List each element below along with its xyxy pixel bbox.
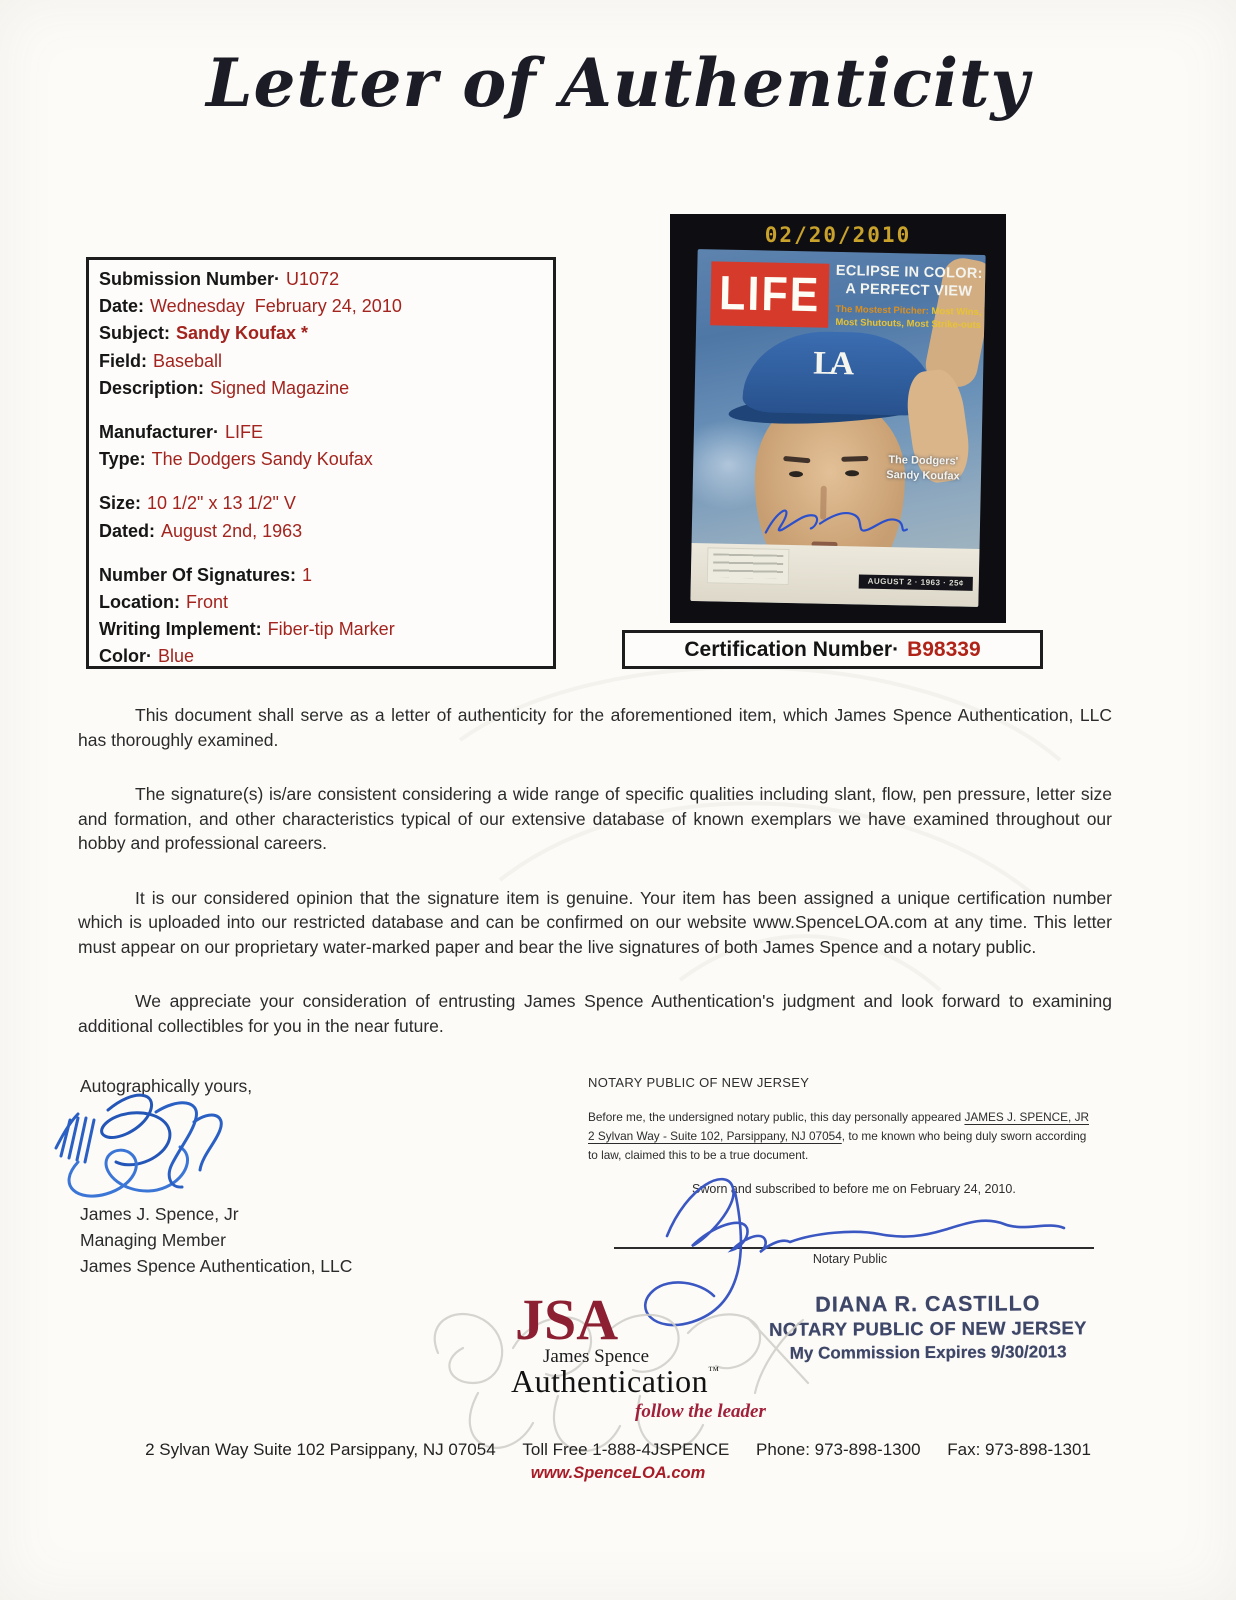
info-label: Description:: [99, 377, 205, 398]
sworn-statement: Sworn and subscribed to before me on February 24, 2010.: [692, 1182, 1016, 1196]
footer-street: 2 Sylvan Way Suite 102 Parsippany, NJ 07054: [145, 1440, 496, 1459]
info-label: Dated:: [99, 520, 156, 541]
info-row: [99, 320, 553, 347]
life-magazine-cover: [690, 249, 985, 607]
footer-fax: Fax: 973-898-1301: [947, 1440, 1091, 1459]
cover-subheadline: [832, 304, 984, 332]
info-label: Writing Implement:: [99, 619, 262, 640]
issue-date-bar: AUGUST 2 · 1963 · 25¢: [859, 574, 973, 590]
photo-date-stamp: 02/20/2010: [764, 223, 912, 247]
info-value: 10 1/2" x 13 1/2" V: [147, 493, 296, 514]
trademark-symbol: ™: [708, 1365, 720, 1377]
cover-headline: [835, 262, 984, 301]
info-row: [99, 518, 553, 545]
life-masthead-text: LIFE: [718, 266, 821, 322]
life-masthead: [710, 261, 829, 327]
brow: [783, 456, 810, 463]
certification-label: Certification Number·: [684, 637, 900, 661]
caption-line1: The Dodgers': [888, 454, 959, 468]
footer-phone: Phone: 973-898-1300: [756, 1440, 921, 1459]
info-row: [99, 643, 553, 670]
submission-info-box: [86, 257, 556, 669]
stamp-title: NOTARY PUBLIC OF NEW JERSEY: [769, 1317, 1087, 1340]
notary-statement: [588, 1108, 1093, 1165]
koufax-autograph-signature: [757, 492, 918, 550]
body-paragraph: This document shall serve as a letter of authenticity for the aforementioned item, which James Spence Authentication, LLC has thoroughly examined.: [78, 705, 1112, 750]
caption-line2: Sandy Koufax: [886, 469, 960, 483]
jsa-wordmark-text: Authentication: [511, 1363, 709, 1399]
info-label: Color·: [99, 646, 152, 667]
info-label: Field:: [99, 350, 147, 371]
info-label: Date:: [99, 296, 145, 317]
info-value: Blue: [158, 646, 195, 667]
headline-line2: A PERFECT VIEW: [845, 281, 973, 300]
signer-title: Managing Member: [80, 1230, 226, 1250]
footer-tollfree: Toll Free 1-888-4JSPENCE: [522, 1440, 730, 1459]
subhead-rest: Most Wins,: [928, 305, 982, 318]
notary-intro: Before me, the undersigned notary public, this day personally appeared: [588, 1110, 965, 1124]
info-value: Sandy Koufax *: [176, 323, 309, 344]
eye: [789, 471, 803, 477]
page-title: Letter of Authenticity: [206, 44, 1030, 122]
info-value: LIFE: [225, 422, 264, 443]
info-row: [99, 562, 553, 589]
item-photo-frame: [670, 214, 1006, 623]
info-value: 1: [302, 564, 313, 585]
notary-appeared-name: JAMES J. SPENCE, JR 2 Sylvan Way - Suite 102, Parsippany, NJ 07054: [588, 1110, 1089, 1143]
body-paragraph: The signature(s) is/are consistent considering a wide range of specific qualities including slant, flow, pen pressure, letter size and formation, and other characteristics typical of our extensive database of known exemplars we have examined throughout our hobby and professional careers.: [78, 784, 1112, 853]
info-row: [99, 490, 553, 517]
info-label: Size:: [99, 493, 142, 514]
jsa-tagline: follow the leader: [635, 1401, 766, 1422]
headline-line1: ECLIPSE IN COLOR:: [835, 262, 983, 282]
signoff-salutation: Autographically yours,: [80, 1076, 253, 1096]
signer-block: [80, 1201, 352, 1279]
jsa-authentication-wordmark: [511, 1363, 719, 1400]
mailing-label: [707, 547, 790, 585]
stamp-expiry: My Commission Expires 9/30/2013: [789, 1342, 1067, 1363]
info-value: U1072: [286, 269, 340, 289]
certification-box: [622, 630, 1043, 669]
subhead-highlight: The Mostest Pitcher:: [835, 303, 929, 317]
footer-address: [0, 1440, 1236, 1460]
info-value: Baseball: [153, 350, 223, 371]
info-value: Signed Magazine: [210, 377, 350, 398]
certification-number: B98339: [907, 637, 981, 661]
notary-outro: , to me known who being duly sworn according to law, claimed this to be a true document.: [588, 1129, 1087, 1162]
signer-name: James J. Spence, Jr: [80, 1204, 239, 1224]
info-value: Fiber-tip Marker: [267, 619, 395, 640]
info-label: Type:: [99, 449, 146, 470]
notary-signature-line: [614, 1247, 1094, 1249]
body-paragraph: We appreciate your consideration of entrusting James Spence Authentication's judgment and look forward to examining additional collectibles for you in the near future.: [78, 991, 1112, 1036]
brow: [841, 456, 868, 462]
info-value: The Dodgers Sandy Koufax: [151, 449, 373, 470]
body-paragraph: It is our considered opinion that the signature item is genuine. Your item has been assigned a unique certification number which is uploaded into our restricted database and can be confirmed on our website www.SpenceLOA.com at any time. This letter must appear on our proprietary water-marked paper and bear the live signatures of both James Spence and a notary public.: [78, 887, 1112, 957]
info-value: Wednesday February 24, 2010: [150, 296, 402, 317]
info-row: [99, 266, 553, 293]
info-row: [99, 293, 553, 320]
info-row: [99, 375, 553, 402]
la-dodgers-logo: LA: [812, 345, 850, 383]
info-label: Number Of Signatures:: [99, 564, 297, 585]
footer-url: www.SpenceLOA.com: [530, 1464, 706, 1482]
letter-body: [78, 703, 1112, 1068]
notary-stamp: [742, 1290, 1114, 1365]
signer-company: James Spence Authentication, LLC: [80, 1256, 353, 1276]
info-value: Front: [186, 592, 229, 613]
james-spence-signature: [46, 1090, 286, 1210]
notary-public-label: Notary Public: [812, 1252, 888, 1266]
info-label: Manufacturer·: [99, 422, 220, 443]
eye: [845, 470, 859, 476]
info-row: [99, 419, 553, 446]
cover-caption: [873, 453, 974, 485]
stamp-name: DIANA R. CASTILLO: [815, 1291, 1041, 1317]
info-row: [99, 616, 553, 643]
subhead-line2: Most Shutouts, Most Strike-outs: [835, 316, 982, 331]
jsa-acronym: JSA: [515, 1287, 619, 1352]
info-value: August 2nd, 1963: [161, 520, 303, 541]
notary-heading: NOTARY PUBLIC OF NEW JERSEY: [588, 1075, 810, 1090]
info-label: Location:: [99, 592, 180, 613]
jsa-james-spence: James Spence: [543, 1346, 650, 1367]
info-label: Subject:: [99, 323, 171, 344]
info-row: [99, 446, 553, 473]
info-row: [99, 589, 553, 616]
info-label: Submission Number·: [99, 269, 281, 289]
info-row: [99, 348, 553, 375]
